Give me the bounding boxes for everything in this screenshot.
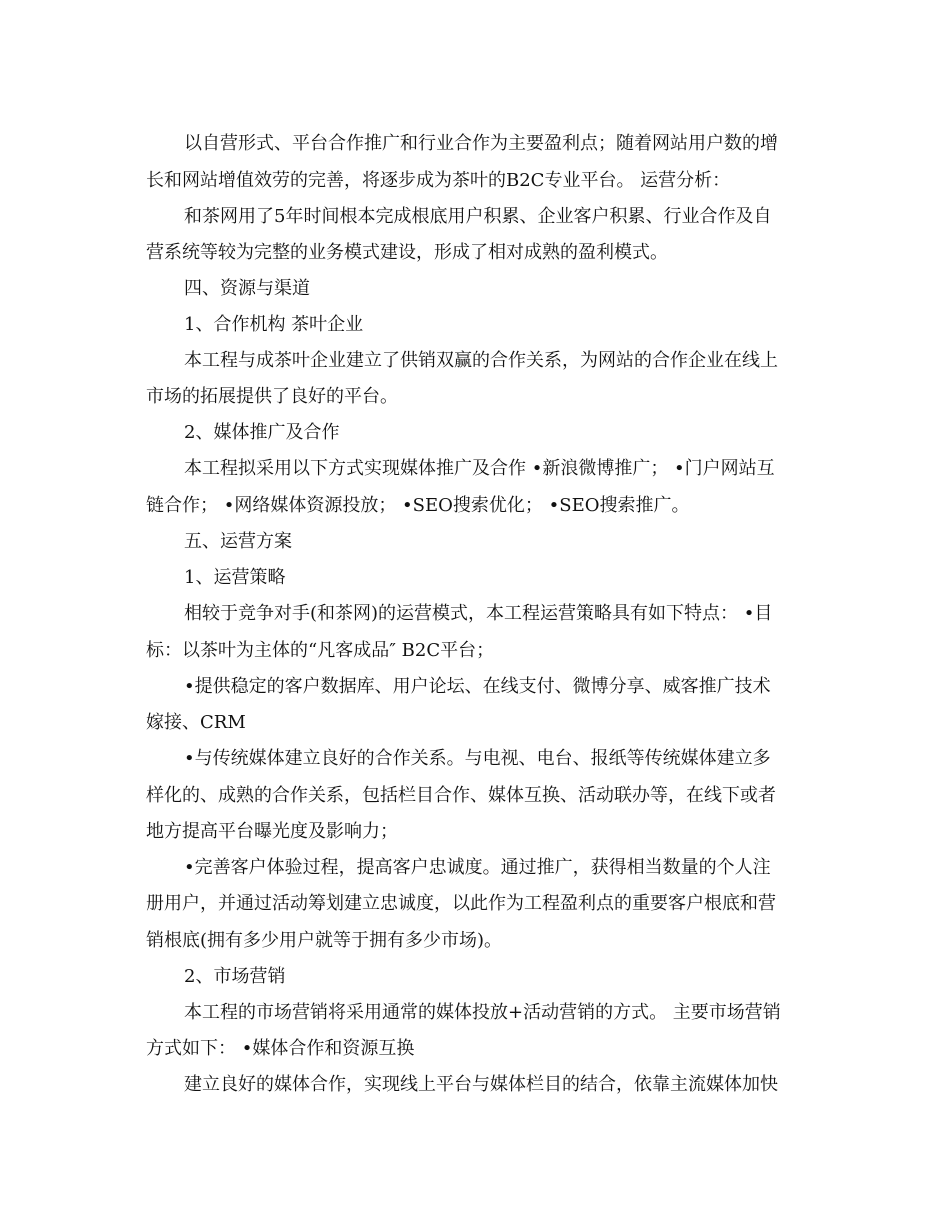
text-line: 和茶网用了5年时间根本完成根底用户积累、企业客户积累、行业合作及自	[184, 206, 772, 227]
section-heading: 四、资源与渠道	[184, 278, 310, 299]
section-heading: 五、运营方案	[184, 531, 292, 552]
text-line: 嫁接、CRM	[146, 712, 246, 733]
text-line: 市场的拓展提供了良好的平台。	[146, 386, 398, 407]
bullet-line: •完善客户体验过程，提高客户忠诚度。通过推广，获得相当数量的个人注	[184, 857, 771, 878]
text-line: 样化的、成熟的合作关系，包括栏目合作、媒体互换、活动联办等，在线下或者	[146, 785, 776, 806]
text-line: 本工程拟采用以下方式实现媒体推广及合作 •新浪微博推广； •门户网站互	[184, 458, 775, 479]
text-line: 方式如下： •媒体合作和资源互换	[146, 1038, 415, 1059]
text-line: 营系统等较为完整的业务模式建设，形成了相对成熟的盈利模式。	[146, 242, 668, 263]
text-line: 标：以茶叶为主体的“凡客成品″ B2C平台；	[146, 640, 495, 661]
subsection-heading: 1、运营策略	[184, 567, 286, 588]
text-line: 地方提高平台曝光度及影响力；	[146, 821, 398, 842]
text-line: 本工程与成茶叶企业建立了供销双赢的合作关系，为网站的合作企业在线上	[184, 350, 778, 371]
subsection-heading: 2、媒体推广及合作	[184, 422, 340, 443]
subsection-heading: 1、合作机构 茶叶企业	[184, 314, 364, 335]
bullet-line: •与传统媒体建立良好的合作关系。与电视、电台、报纸等传统媒体建立多	[184, 748, 771, 769]
text-line: 建立良好的媒体合作，实现线上平台与媒体栏目的结合，依靠主流媒体加快	[184, 1074, 778, 1095]
text-line: 链合作； •网络媒体资源投放； •SEO搜索优化； •SEO搜索推广。	[146, 495, 690, 516]
subsection-heading: 2、市场营销	[184, 966, 286, 987]
text-line: 销根底(拥有多少用户就等于拥有多少市场)。	[146, 930, 503, 951]
text-line: 以自营形式、平台合作推广和行业合作为主要盈利点；随着网站用户数的增	[184, 133, 778, 154]
text-line: 册用户，并通过活动筹划建立忠诚度，以此作为工程盈利点的重要客户根底和营	[146, 893, 776, 914]
text-line: 相较于竞争对手(和茶网)的运营模式，本工程运营策略具有如下特点： •目	[184, 603, 773, 624]
bullet-line: •提供稳定的客户数据库、用户论坛、在线支付、微博分享、威客推广技术	[184, 676, 771, 697]
text-line: 长和网站增值效劳的完善，将逐步成为茶叶的B2C专业平台。 运营分析：	[146, 170, 731, 191]
text-line: 本工程的市场营销将采用通常的媒体投放+活动营销的方式。 主要市场营销	[184, 1002, 781, 1023]
